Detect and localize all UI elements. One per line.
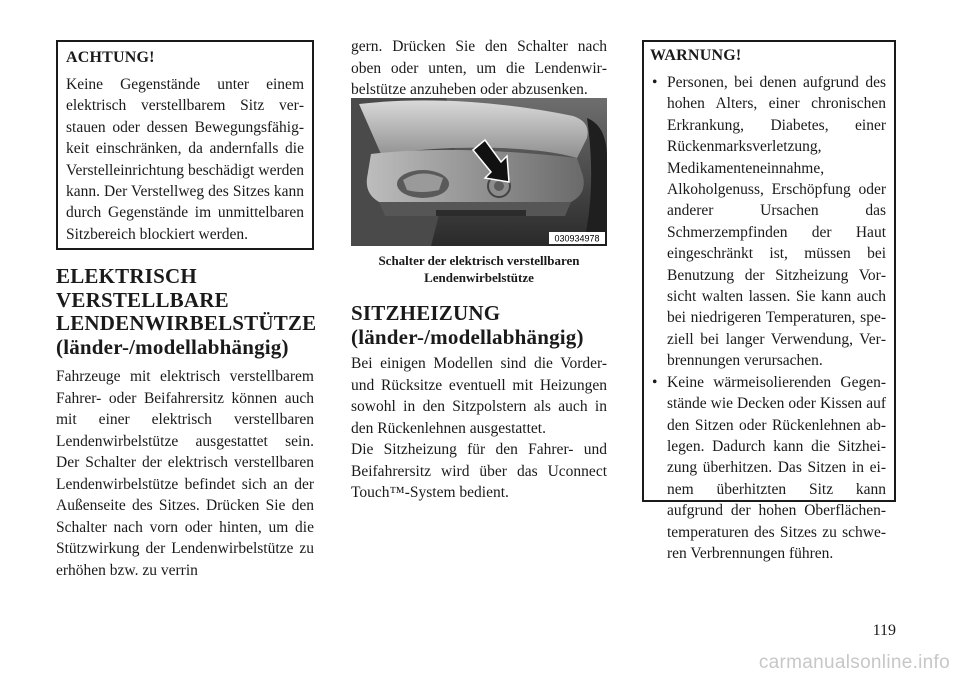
figure-caption [351,252,607,286]
title-line: SITZHEIZUNG [351,301,501,325]
warning-item [650,372,886,565]
bullet-icon: • [652,74,658,91]
seat-heating-paragraph-1: Bei einigen Modellen sind die Vorder- und Rücksitze eventuell mit Heizungen sowohl in den Sitzpolstern als auch in den Rückenlehnen ausgestattet. [351,355,607,437]
caution-box [56,40,314,250]
section-title-lumbar [56,265,326,359]
warning-item [650,72,886,372]
seat-switch-photo [351,98,607,246]
warning-list [650,72,886,564]
warning-item-text: Personen, bei denen aufgrund des hohen Alters, einer chronischen Erkrankung, Diabetes, einer Rückenmarksverletzung, Medikamenteneinnahme, Alkoholgenuss, Erschöpfung oder anderer Ursachen das Schmerzempfinden der Haut eingeschränkt ist, müssen bei Benutzung der Sitzheizung Vorsicht walten lassen. Sie kann auch bei niedrigeren Temperaturen, speziell bei langer Verwendung, Verbrennungen verursachen. [667,74,886,370]
section-title-seat-heating [351,302,607,349]
seat-heating-paragraph-2: Die Sitzheizung für den Fahrer- und Beifahrersitz wird über das Uconnect Touch™-System bedient. [351,441,607,501]
caption-line: Lendenwirbelstütze [424,270,534,285]
page-number: 119 [872,622,896,639]
title-line: (länder-/modellabhängig) [351,324,584,349]
caution-heading: ACHTUNG! [66,49,155,66]
title-line: ELEKTRISCH [56,264,197,288]
lumbar-paragraph-continued: gern. Drücken Sie den Schalter nach oben oder unten, um die Lendenwirbelstütze anzuheben oder abzusenken. [351,38,607,98]
seat-switch-figure [351,98,607,246]
title-line: LENDENWIRBELSTÜTZE [56,311,317,335]
title-line: (länder-/modellabhängig) [56,334,289,359]
caption-line: Schalter der elektrisch verstellbaren [378,253,580,268]
bullet-icon: • [652,373,658,391]
warning-box [642,40,896,562]
caution-text: Keine Gegenstände unter einem elektrisch verstellbarem Sitz verstauen oder dessen Bewegungsfähigkeit einschränken, da andernfalls die Verstelleinrichtung beschädigt werden kann. Der Verstellweg des Sitzes kann durch Gegenstände im unmittelbaren Sitzbereich blockiert werden. [66,76,304,243]
watermark: carmanualsonline.info [758,652,950,673]
lumbar-paragraph: Fahrzeuge mit elektrisch verstellbarem Fahrer- oder Beifahrersitz können auch mit einer elektrisch verstellbaren Lendenwirbelstütze ausgestattet sein. Der Schalter der elektrisch verstellbaren Lendenwirbelstütze befindet sich an der Außenseite des Sitzes. Drücken Sie den Schalter nach vorn oder hinten, um die Stützwirkung der Lendenwirbelstütze zu erhöhen bzw. zu verrin [56,368,314,579]
warning-heading: WARNUNG! [650,47,742,64]
figure-code: 030934978 [554,233,600,244]
warning-item-text: Keine wärmeisolierenden Gegenstände wie Decken oder Kissen auf den Sitzen oder Rückenlehnen ablegen. Dadurch kann die Sitzheizung überhitzen. Das Sitzen in einem überhitzten Sitz kann aufgrund der hohen Oberflächentemperaturen des Sitzes zu schweren Verbrennungen führen. [667,373,886,562]
title-line: VERSTELLBARE [56,287,229,312]
